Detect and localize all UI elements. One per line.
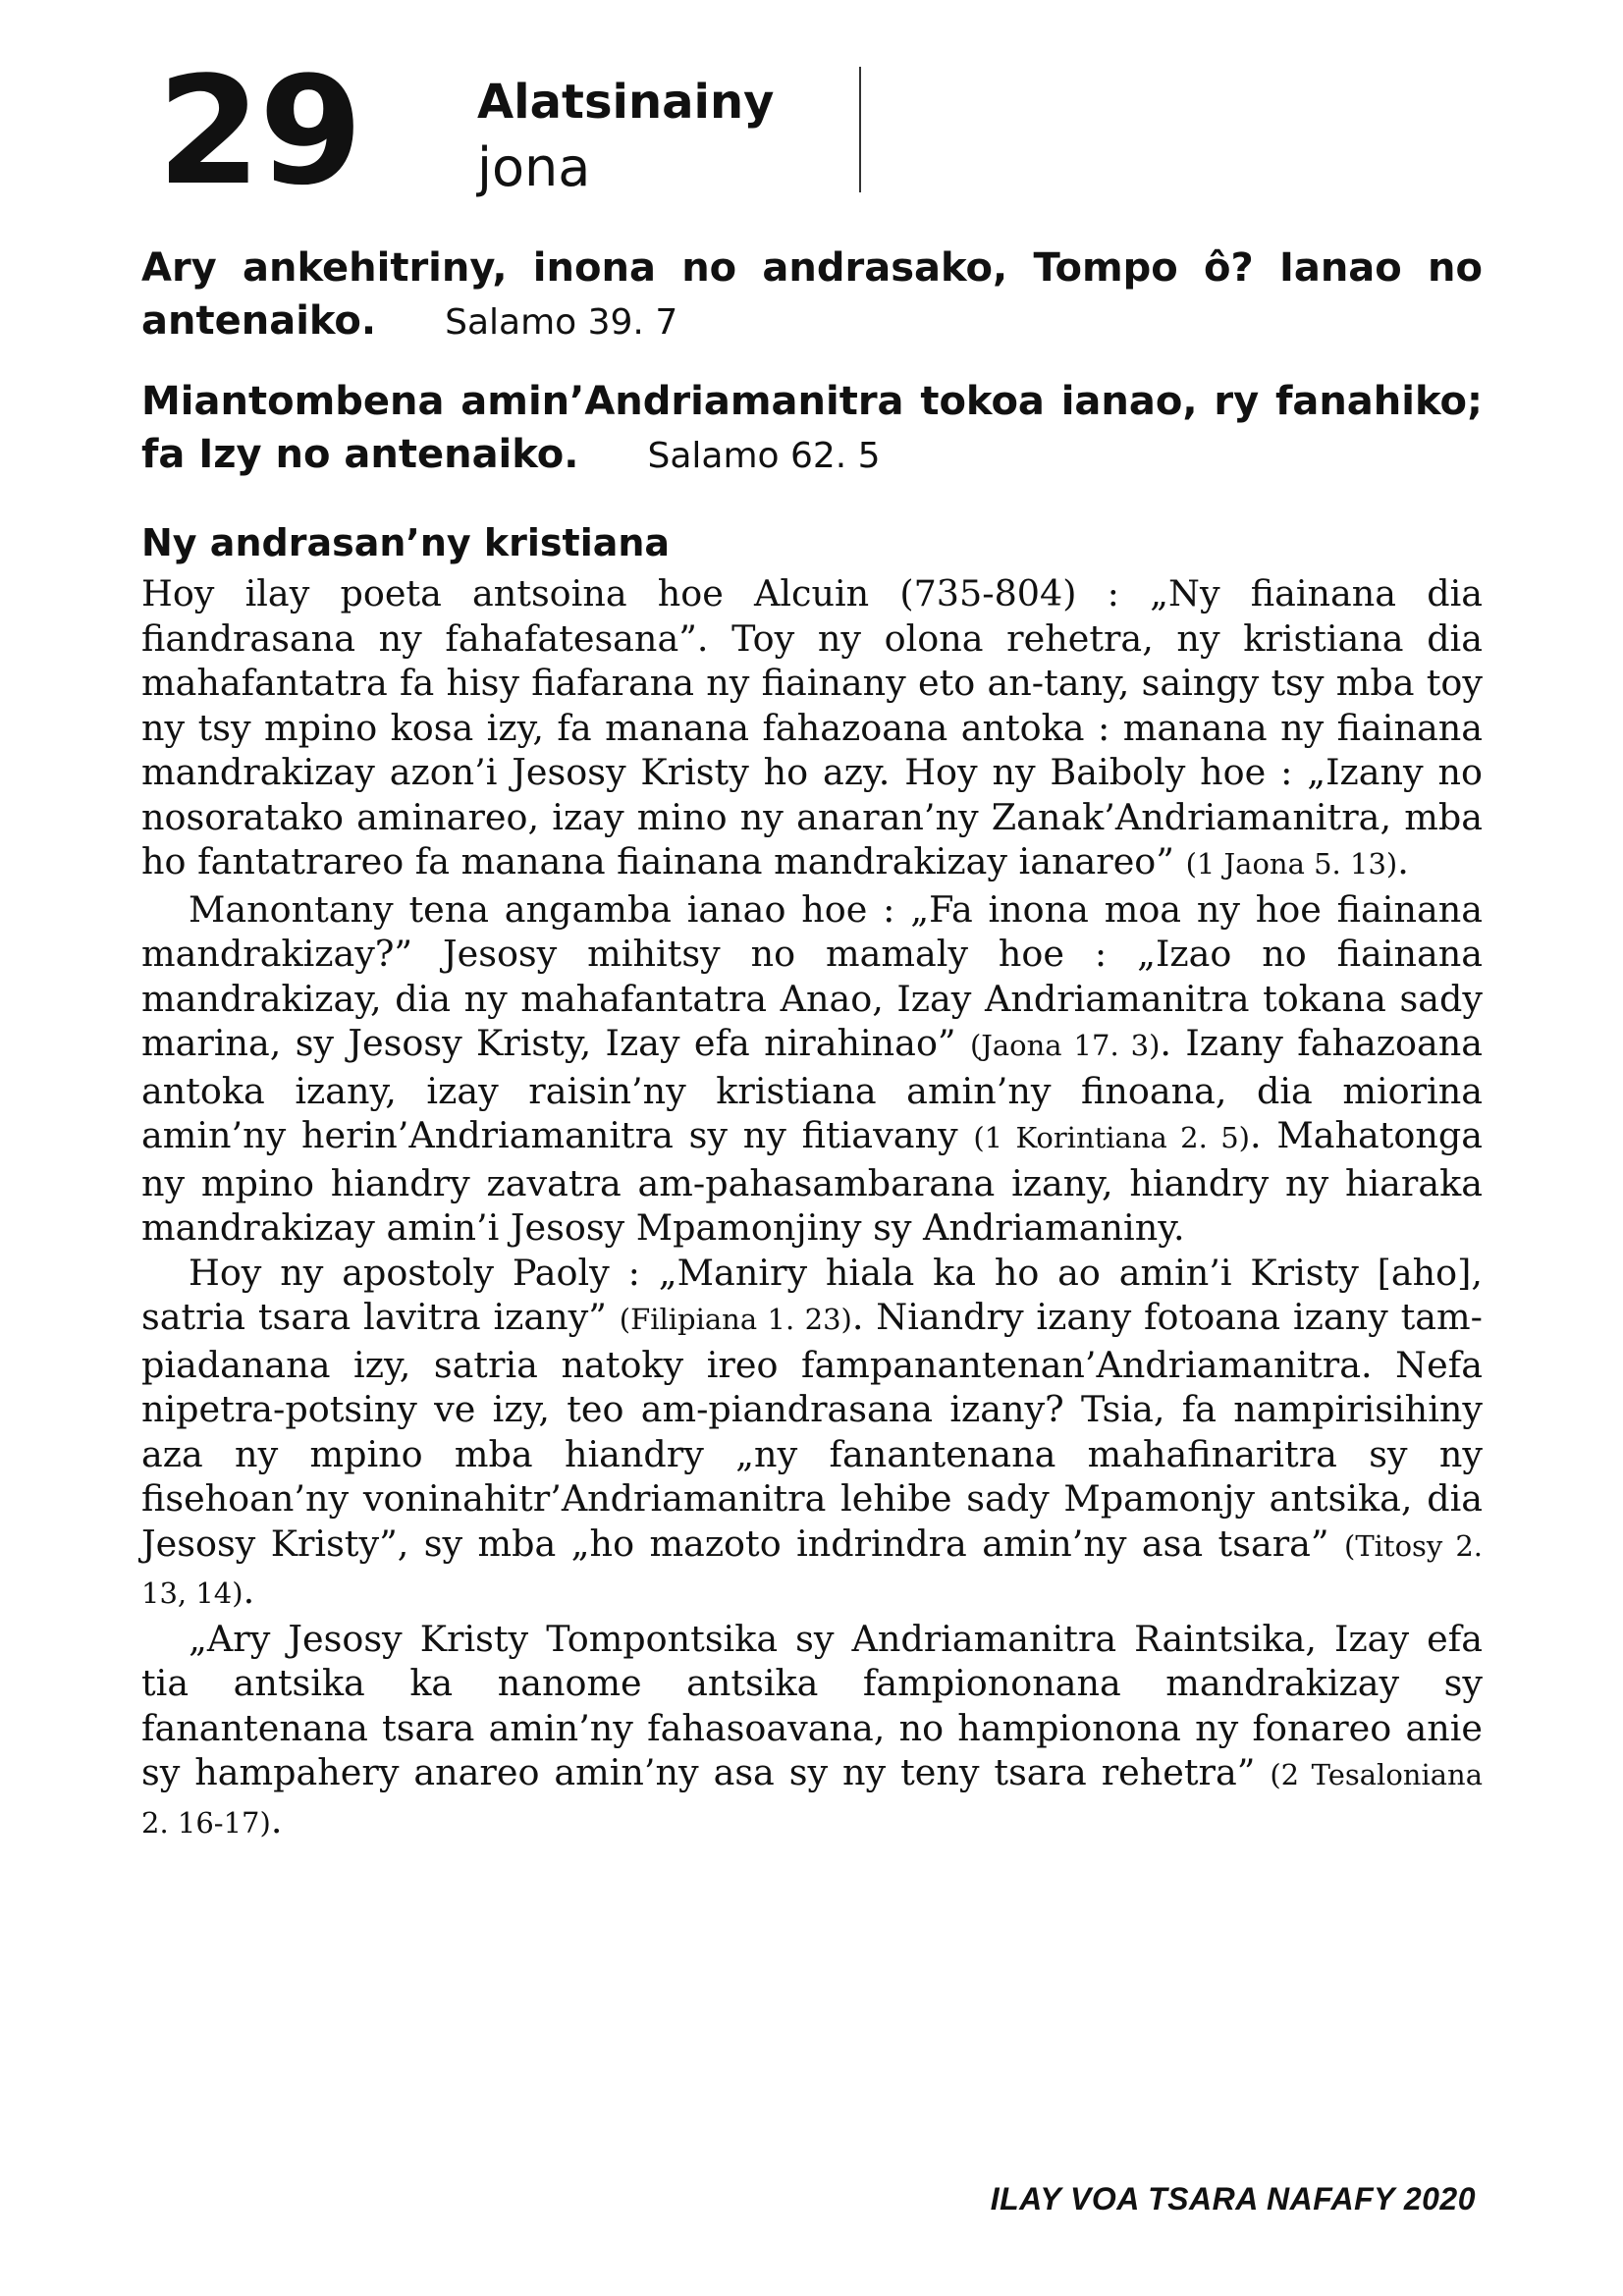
bible-citation: (Filipiana 1. 23) xyxy=(619,1303,852,1336)
meditation-title: Ny andrasan’ny kristiana xyxy=(141,521,671,564)
paragraph-text: . xyxy=(243,1570,255,1612)
paragraph-text: . xyxy=(270,1798,283,1842)
bible-citation: (1 Korintiana 2. 5) xyxy=(973,1121,1250,1154)
paragraph-2 xyxy=(141,887,1483,1251)
verse-reference: Salamo 62. 5 xyxy=(647,436,881,476)
meditation-body xyxy=(141,571,1483,1845)
paragraph-text: . Niandry izany fotoana izany tam-piadanana izy, satria natoky ireo fampanantenan’Andriamanitra. Nefa nipetra-potsiny ve izy, teo am-piandrasana izany? Tsia, fa nampirisihiny aza ny mpino mba hiandry „ny fanantenana mahafinaritra sy ny fisehoan’ny voninahitr’Andriamanitra lehibe sady Mpamonjy antsika, dia Jesosy Kristy”, sy mba „ho mazoto indrindra amin’ny asa tsara” xyxy=(141,1296,1483,1565)
verse-text: Ary ankehitriny, inona no andrasako, Tompo ô? Ianao no antenaiko. xyxy=(141,245,1483,344)
bible-citation: (2 Tesaloniana 2. 16-17) xyxy=(141,1758,1484,1840)
bible-citation: (1 Jaona 5. 13) xyxy=(1185,847,1398,881)
paragraph-text: . Izany fahazoana antoka izany, izay raisin’ny kristiana amin’ny finoana, dia miorina amin’ny herin’Andriamanitra sy ny fitiavany xyxy=(141,1022,1483,1156)
paragraph-text: Manontany tena angamba ianao hoe : „Fa inona moa ny hoe fiainana mandrakizay?” Jesosy mihitsy no mamaly hoe : „Izao no fiainana mandrakizay, dia ny mahafantatra Anao, Izay Andriamanitra tokana sady marina, sy Jesosy Kristy, Izay efa nirahinao” xyxy=(141,887,1483,1064)
paragraph-text: . xyxy=(1397,840,1409,882)
paragraph-text: Hoy ny apostoly Paoly : „Maniry hiala ka ho ao amin’i Kristy [aho], satria tsara lavitra izany” xyxy=(141,1251,1483,1338)
verse-text: Miantombena amin’Andriamanitra tokoa ianao, ry fanahiko; fa Izy no antenaiko. xyxy=(141,379,1483,477)
paragraph-1 xyxy=(141,571,1483,887)
date-header xyxy=(157,44,864,218)
weekday-label: Alatsinainy xyxy=(477,75,775,130)
day-number: 29 xyxy=(157,44,361,218)
paragraph-text: „Ary Jesosy Kristy Tompontsika sy Andriamanitra Raintsika, Izay efa tia antsika ka nanome antsika fampiononana mandrakizay sy fanantenana tsara amin’ny fahasoavana, no hampionona ny fonareo anie sy hampahery anareo amin’ny asa sy ny teny tsara rehetra” xyxy=(141,1617,1483,1793)
paragraph-4 xyxy=(141,1617,1483,1846)
verse-1 xyxy=(141,241,1483,349)
paragraph-3 xyxy=(141,1251,1483,1617)
header-divider xyxy=(859,67,861,192)
bible-citation: (Titosy 2. 13, 14) xyxy=(141,1528,1483,1610)
paragraph-text: Hoy ilay poeta antsoina hoe Alcuin (735-804) : „Ny fiainana dia fiandrasana ny fahafatesana”. Toy ny olona rehetra, ny kristiana dia mahafantatra fa hisy fiafarana ny fiainany eto an-tany, saingy tsy mba toy ny tsy mpino kosa izy, fa manana fahazoana antoka : manana ny fiainana mandrakizay azon’i Jesosy Kristy ho azy. Hoy ny Baiboly hoe : „Izany no nosoratako aminareo, izay mino ny anaran’ny Zanak’Andriamanitra, mba ho fantatrareo fa manana fiainana mandrakizay ianareo” xyxy=(141,572,1483,882)
paragraph-text: . Mahatonga ny mpino hiandry zavatra am-pahasambarana izany, hiandry ny hiaraka mandrakizay amin’i Jesosy Mpamonjiny sy Andriamaniny. xyxy=(141,1114,1484,1249)
month-label: jona xyxy=(477,136,591,198)
bible-citation: (Jaona 17. 3) xyxy=(969,1029,1161,1062)
verse-2 xyxy=(141,375,1483,483)
verse-reference: Salamo 39. 7 xyxy=(445,302,678,343)
footer-publication: ILAY VOA TSARA NAFAFY 2020 xyxy=(990,2181,1476,2216)
